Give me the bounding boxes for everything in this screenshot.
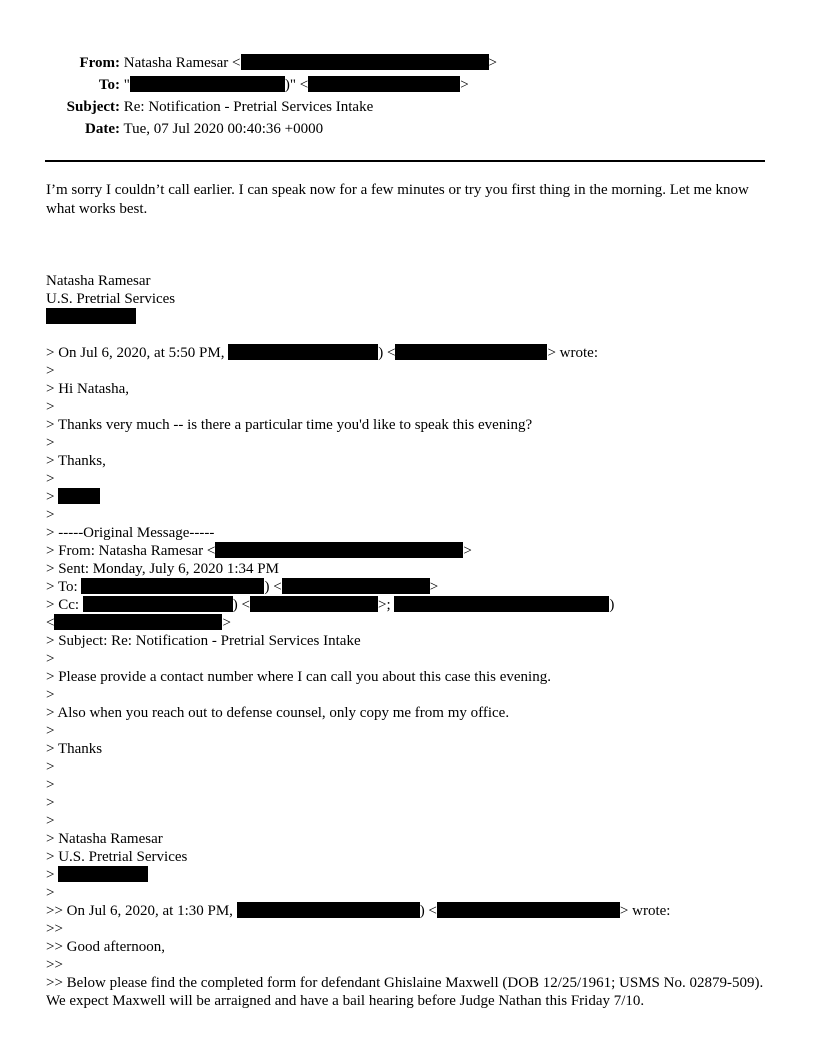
from-label: From: <box>79 55 120 71</box>
original-cc2-open: < <box>46 615 55 631</box>
quote-blank: > <box>46 759 55 775</box>
nested-quote-mid: ) < <box>419 903 437 919</box>
original-cc-label: > Cc: <box>46 597 80 613</box>
redaction-box <box>282 578 430 594</box>
original-to-label: > To: <box>46 579 78 595</box>
from-row <box>46 52 766 74</box>
redaction-box <box>395 344 547 360</box>
redaction-box <box>215 542 463 558</box>
nested-quote-attribution <box>46 902 770 920</box>
nested-quote-blank: >> <box>46 957 63 973</box>
redaction-box <box>83 596 233 612</box>
redaction-box <box>130 76 285 92</box>
original-to-close: > <box>429 579 439 595</box>
quote-attribution <box>46 344 770 362</box>
quote-blank: > <box>46 687 55 703</box>
quote-blank: > <box>46 363 55 379</box>
to-row <box>46 74 766 96</box>
signature-name: Natasha Ramesar <box>46 273 151 289</box>
from-name: Natasha Ramesar < <box>123 55 241 71</box>
quote-thanks-2: > Thanks <box>46 741 103 757</box>
quote-request: > Please provide a contact number where I can call you about this case this evening. <box>46 669 551 685</box>
nested-quote-wrote: > wrote: <box>619 903 671 919</box>
original-cc-semi: >; <box>378 597 391 613</box>
redaction-box <box>81 578 264 594</box>
redaction-box <box>394 596 609 612</box>
from-close: > <box>488 55 497 71</box>
email-header <box>46 52 766 140</box>
quote-signature-redacted <box>46 866 770 884</box>
subject-row <box>46 96 766 118</box>
original-cc-mid: ) < <box>232 597 251 613</box>
redaction-box <box>58 866 148 882</box>
nested-quote-body: >> Below please find the completed form for defendant Ghislaine Maxwell (DOB 12/25/1961; USMS No. 02879-509). We expect Maxwell will be arraigned and have a bail hearing before Judge Nathan this Friday 7/10. <box>46 975 764 1009</box>
original-from-close: > <box>463 543 472 559</box>
redaction-box <box>46 308 136 324</box>
quote-blank: > <box>46 399 55 415</box>
quote-blank: > <box>46 723 55 739</box>
quote-marker: > <box>46 489 55 505</box>
date-row <box>46 118 766 140</box>
quote-greeting: > Hi Natasha, <box>46 381 130 397</box>
redaction-box <box>228 344 378 360</box>
original-from <box>46 542 770 560</box>
original-to-mid: ) < <box>264 579 282 595</box>
original-subject: > Subject: Re: Notification - Pretrial Services Intake <box>46 633 361 649</box>
to-label: To: <box>98 77 120 93</box>
quote-question: > Thanks very much -- is there a particular time you'd like to speak this evening? <box>46 417 533 433</box>
quote-blank: > <box>46 651 55 667</box>
date-label: Date: <box>85 121 120 137</box>
quote-mid: ) < <box>378 345 396 361</box>
header-divider <box>45 160 765 162</box>
original-message-divider: > -----Original Message----- <box>46 525 215 541</box>
redaction-box <box>437 902 620 918</box>
email-body <box>46 181 770 1010</box>
quote-blank: > <box>46 795 55 811</box>
original-sent: > Sent: Monday, July 6, 2020 1:34 PM <box>46 561 279 577</box>
redaction-box <box>54 614 222 630</box>
original-from-text: > From: Natasha Ramesar < <box>46 543 216 559</box>
redaction-box <box>308 76 460 92</box>
signature-org: U.S. Pretrial Services <box>46 291 176 307</box>
quote-wrote: > wrote: <box>547 345 598 361</box>
nested-quote-on: >> On Jul 6, 2020, at 1:30 PM, <box>46 903 233 919</box>
redaction-box <box>58 488 100 504</box>
quote-thanks: > Thanks, <box>46 453 106 469</box>
quote-blank: > <box>46 435 55 451</box>
original-cc-paren: ) <box>609 597 615 613</box>
quote-on: > On Jul 6, 2020, at 5:50 PM, <box>46 345 225 361</box>
quote-marker: > <box>46 867 55 883</box>
quote-blank: > <box>46 813 55 829</box>
original-cc-cont <box>46 614 770 632</box>
subject-label: Subject: <box>66 99 120 115</box>
subject-value: Re: Notification - Pretrial Services Intake <box>123 99 374 115</box>
quote-instruction: > Also when you reach out to defense counsel, only copy me from my office. <box>46 705 510 721</box>
to-mid: )" < <box>284 77 309 93</box>
to-close: > <box>460 77 469 93</box>
to-open: " <box>123 77 130 93</box>
original-cc2-close: > <box>222 615 231 631</box>
quote-blank: > <box>46 777 55 793</box>
signature-redacted <box>46 308 770 326</box>
nested-quote-blank: >> <box>46 921 63 937</box>
date-value: Tue, 07 Jul 2020 00:40:36 +0000 <box>123 121 324 137</box>
original-to <box>46 578 770 596</box>
quote-signature-org: > U.S. Pretrial Services <box>46 849 188 865</box>
original-cc <box>46 596 770 614</box>
redaction-box <box>250 596 378 612</box>
redaction-box <box>241 54 489 70</box>
quote-blank: > <box>46 885 55 901</box>
quote-signature-name: > Natasha Ramesar <box>46 831 163 847</box>
nested-quote-greeting: >> Good afternoon, <box>46 939 165 955</box>
redaction-box <box>237 902 420 918</box>
reply-paragraph: I’m sorry I couldn’t call earlier. I can speak now for a few minutes or try you first thing in the morning. Let me know what works best. <box>46 182 749 217</box>
quote-blank: > <box>46 507 55 523</box>
quote-blank: > <box>46 471 55 487</box>
quote-sender-redacted <box>46 488 770 506</box>
